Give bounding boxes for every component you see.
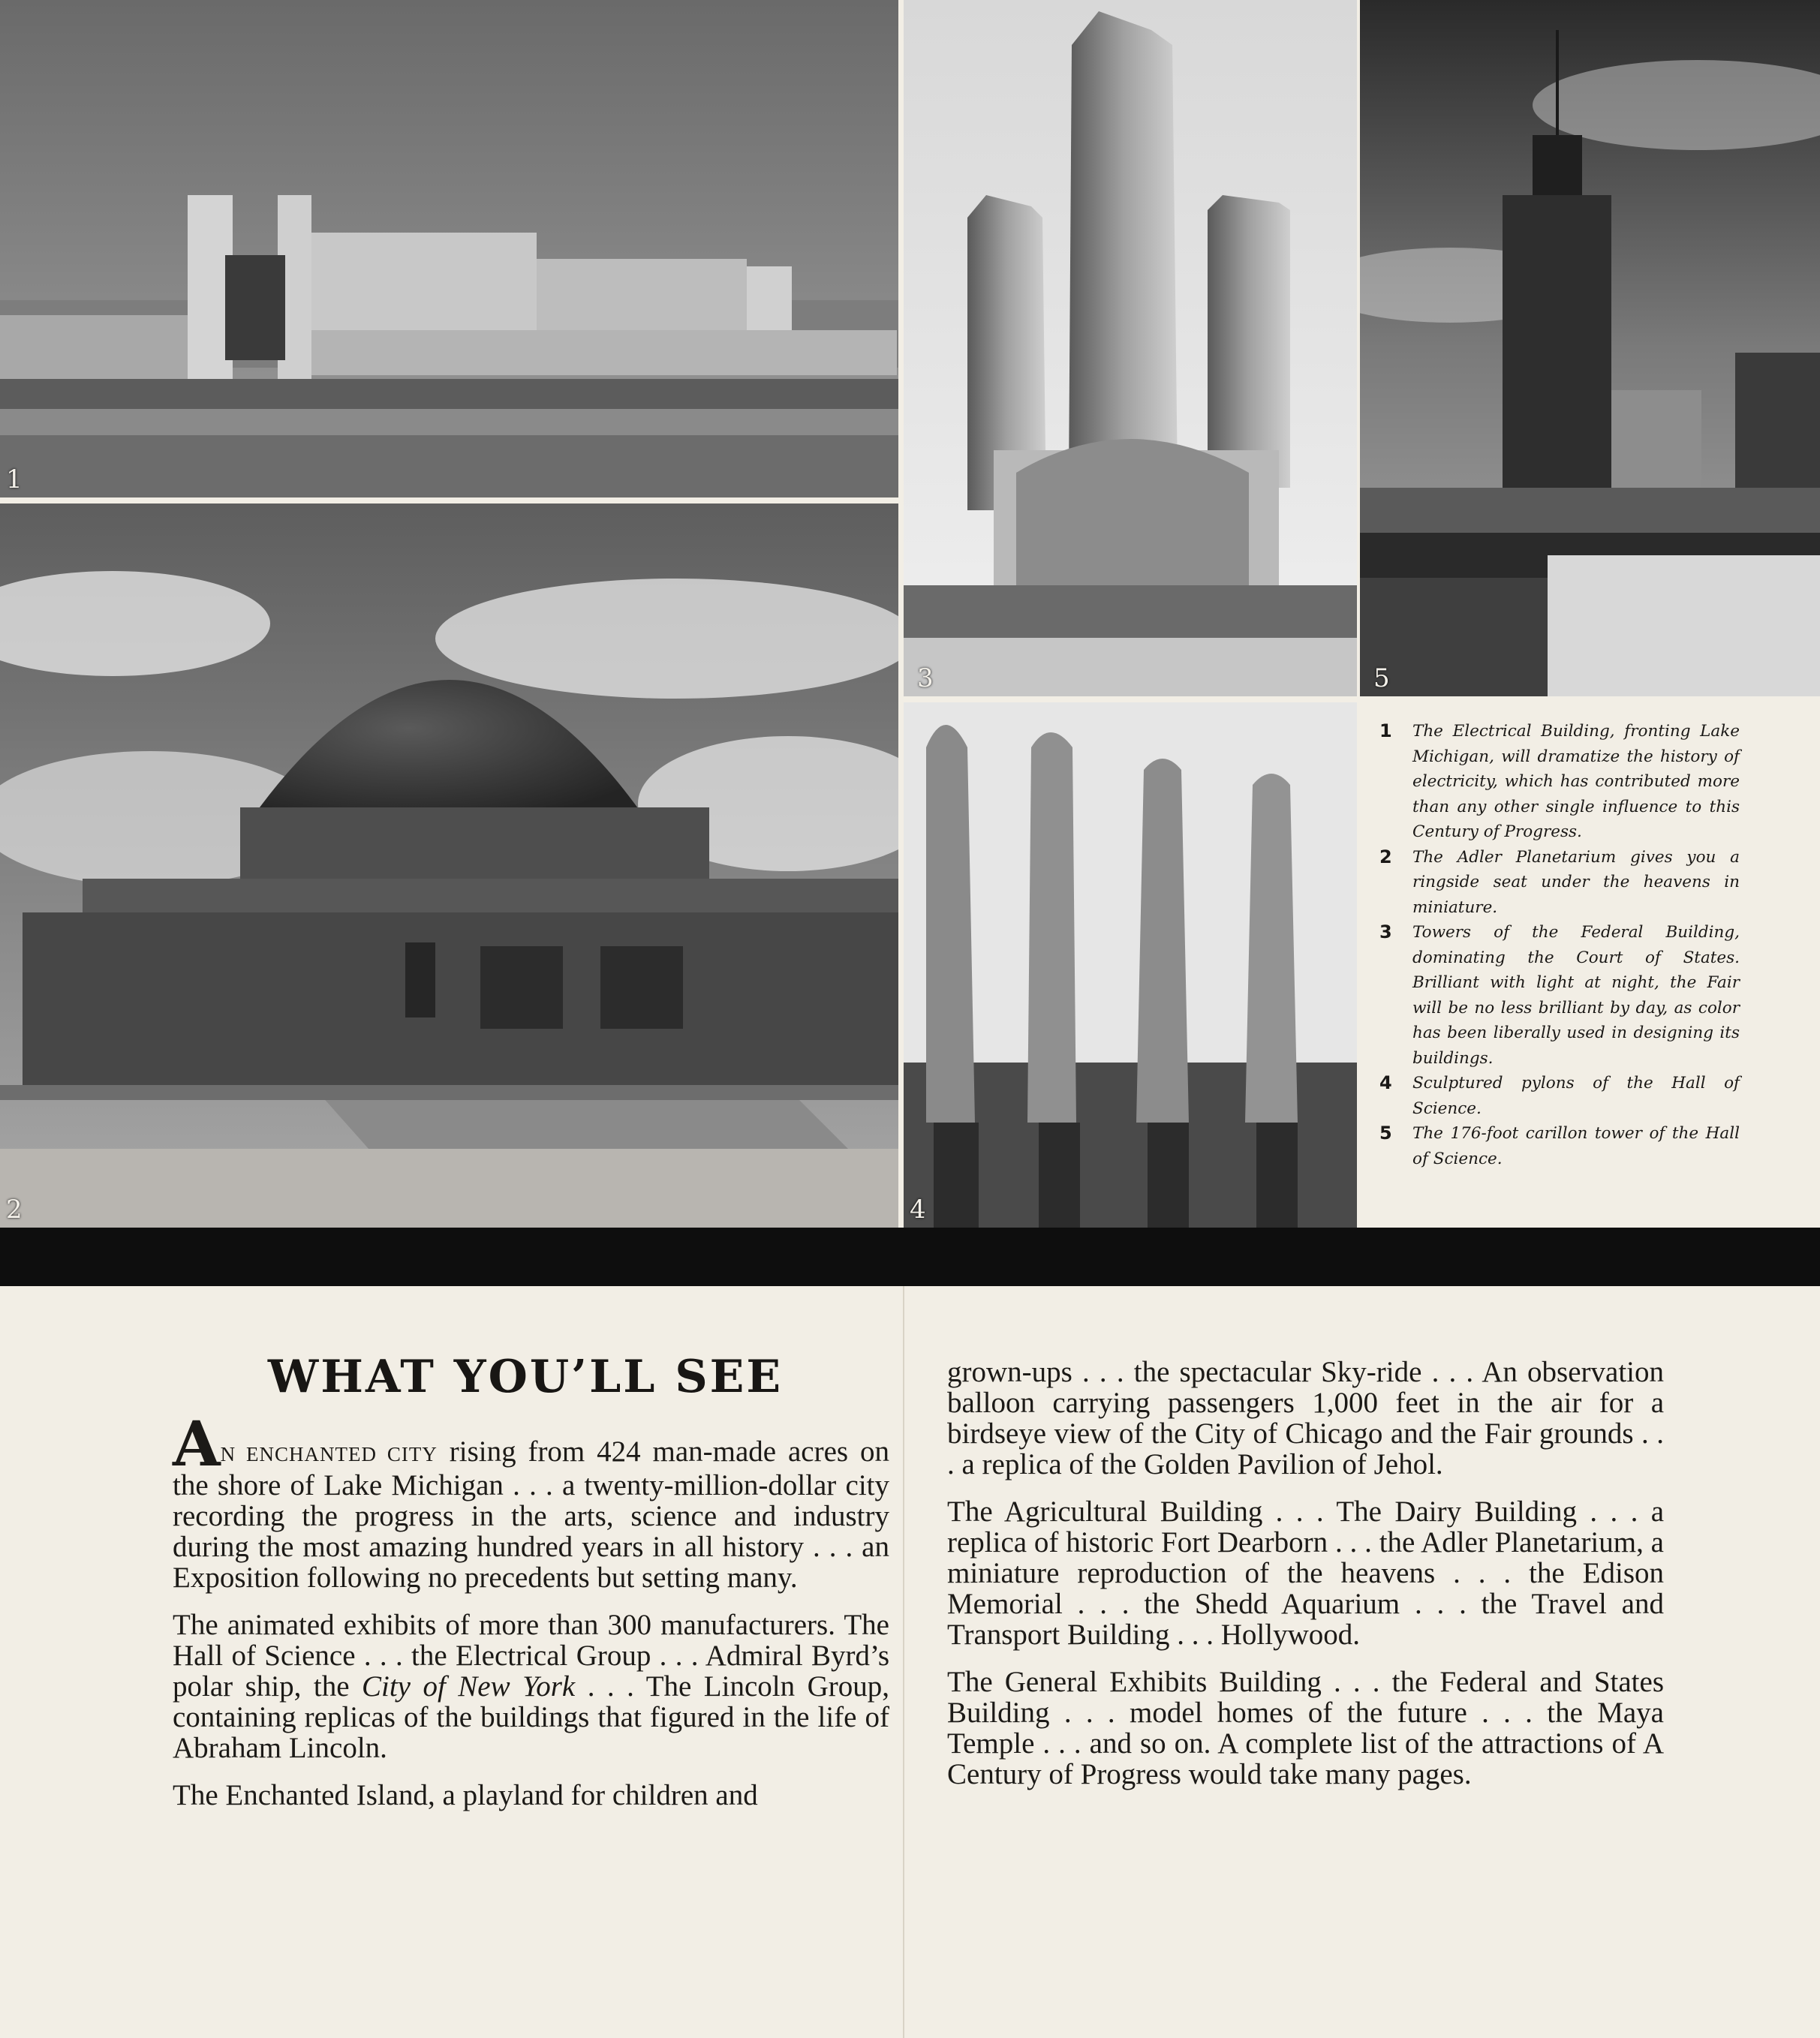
caption-text: Towers of the Federal Building, dominating the Court of States. Brilliant with light at night, the Fair will be no less brilliant by day, as color has been liberally used in designing its buildings. [1412,923,1740,1068]
photo-number: 4 [910,1195,926,1225]
caption-item [1379,719,1740,845]
ship-name: City of New York [362,1670,576,1703]
article-column-right [947,1357,1664,1806]
caption-text: Sculptured pylons of the Hall of Science. [1412,1074,1740,1118]
caption-text: The Adler Planetarium gives you a ringside seat under the heavens in miniature. [1412,847,1740,917]
federal-building-image [904,0,1357,696]
caption-item [1379,845,1740,921]
caption-number: 5 [1379,1123,1392,1144]
page-fold-line [903,1286,904,2038]
photo-carillon-tower [1360,0,1820,696]
sculptured-pylons-image [904,702,1357,1228]
photo-federal-building [904,0,1357,696]
photo-number: 3 [917,663,934,693]
caption-item [1379,920,1740,1071]
photo-electrical-building [0,0,898,497]
caption-number: 2 [1379,846,1392,867]
photo-number: 1 [6,464,23,494]
article-paragraph [173,1610,889,1763]
article-paragraph: The Agricultural Building . . . The Dairy Building . . . a replica of historic Fort Dearborn . . . the Adler Planetarium, a miniature reproduction of the heavens . . . the Edison Memorial . . . the Shedd Aquarium . . . the Travel and Transport Building . . . Hollywood. [947,1495,1664,1651]
caption-item [1379,1071,1740,1121]
article-paragraph [173,1408,889,1594]
photo-sculptured-pylons [904,702,1357,1228]
paragraph-text: rising from 424 man-made acres on the shore of Lake Michigan . . . a twenty-million-dollar city recording the progress in the arts, science and industry during the most amazing hundred years in all history . . . an Exposition following no precedents but setting many. [173,1435,889,1594]
photo-number: 5 [1373,663,1390,693]
caption-number: 1 [1379,720,1392,741]
carillon-tower-image [1360,0,1820,696]
electrical-building-image [0,0,898,497]
caption-item [1379,1121,1740,1171]
black-divider-band [0,1228,1820,1286]
photo-adler-planetarium [0,503,898,1228]
caption-text: The 176-foot carillon tower of the Hall of Science. [1412,1124,1740,1168]
article-paragraph: The General Exhibits Building . . . the Federal and States Building . . . model homes of the future . . . the Maya Temple . . . and so on. A complete list of the attractions of A Century of Progress would take many pages. [947,1666,1664,1790]
article-title: WHAT YOU’LL SEE [267,1351,784,1403]
article-paragraph: The Enchanted Island, a playland for children and [173,1779,758,1811]
article-paragraph: grown-ups . . . the spectacular Sky-ride . . . An observation balloon carrying passengers 1,000 feet in the air for a birdseye view of the City of Chicago and the Fair grounds . . . a replica of the Golden Pavilion of Jehol. [947,1356,1664,1480]
caption-text: The Electrical Building, fronting Lake Michigan, will dramatize the history of electricity, which has contributed more than any other single influence to this Century of Progress. [1412,722,1740,841]
lead-smallcaps: N ENCHANTED CITY [220,1443,438,1465]
article-column-left [173,1408,890,1827]
caption-number: 3 [1379,921,1392,942]
adler-planetarium-image [0,503,898,1228]
paragraph-text: The animated exhibits of more than 300 manufacturers. The Hall of Science . . . the Electrical Group . . . Admiral Byrd’s polar ship, the [173,1609,889,1703]
paragraph-text: . . . The Lincoln Group, containing replicas of the buildings that figured in the life of Abraham Lincoln. [173,1670,890,1764]
caption-number: 4 [1379,1072,1392,1093]
drop-cap: A [173,1408,221,1480]
photo-captions [1379,719,1740,1171]
photo-number: 2 [6,1195,23,1225]
